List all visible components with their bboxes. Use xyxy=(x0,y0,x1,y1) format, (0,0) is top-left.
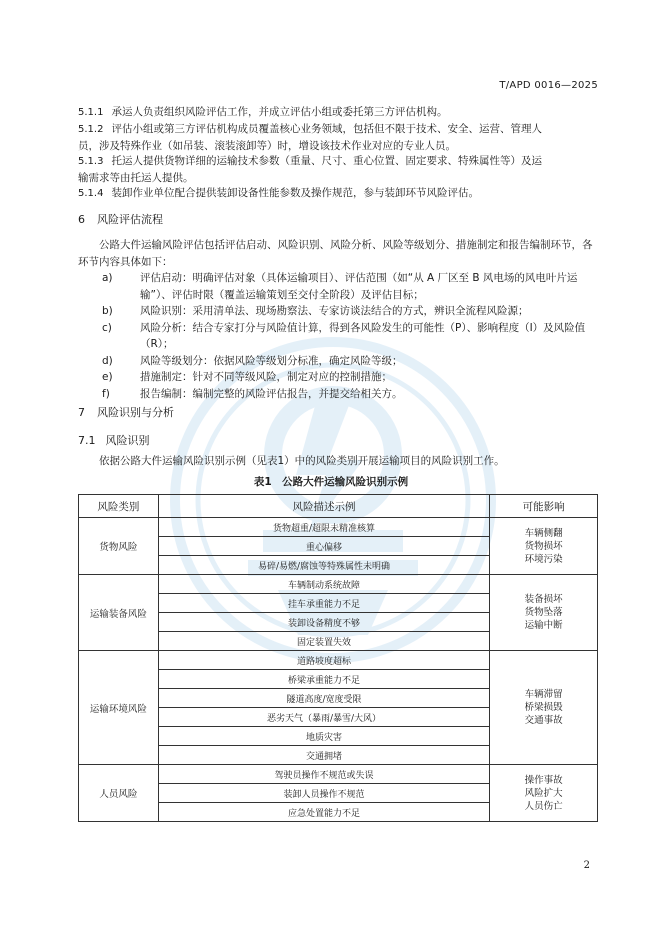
risk-description-cell: 隧道高度/宽度受限 xyxy=(158,689,489,708)
impact-line: 运输中断 xyxy=(524,620,563,631)
impact-line: 货物坠落 xyxy=(524,607,563,618)
list-marker: b) xyxy=(102,305,113,317)
list-text: 风险识别：采用清单法、现场勘察法、专家访谈法结合的方式，辨识全流程风险源； xyxy=(140,305,529,317)
impact-line: 车辆侧翻 xyxy=(524,527,563,539)
section-title: 风险识别与分析 xyxy=(97,406,174,419)
table-row xyxy=(79,518,598,537)
table-row xyxy=(79,765,598,784)
list-item xyxy=(78,369,600,386)
header-category: 风险类别 xyxy=(79,495,159,518)
risk-description-cell: 易碎/易燃/腐蚀等特殊属性未明确 xyxy=(158,556,489,575)
risk-description-cell: 车辆制动系统故障 xyxy=(158,575,489,594)
risk-description-cell: 交通拥堵 xyxy=(158,746,489,765)
risk-description-cell: 地质灾害 xyxy=(158,727,489,746)
risk-impact-cell xyxy=(490,651,598,765)
section-title: 风险识别 xyxy=(105,434,150,447)
clause-text-continued: 输需求等由托运人提供。 xyxy=(78,172,194,184)
list-item xyxy=(78,353,600,370)
list-item xyxy=(78,270,600,303)
risk-description-cell: 挂车承重能力不足 xyxy=(158,594,489,613)
list-text: 风险等级划分：依据风险等级划分标准，确定风险等级； xyxy=(140,354,403,367)
risk-category-cell: 运输装备风险 xyxy=(79,575,159,651)
table-row xyxy=(79,575,598,594)
clause-number: 5.1.4 xyxy=(78,188,104,199)
clause-text: 评估小组或第三方评估机构成员覆盖核心业务领域，包括但不限于技术、安全、运营、管理人 xyxy=(111,123,542,135)
page-number: 2 xyxy=(583,860,590,871)
impact-line: 车辆滞留 xyxy=(524,689,563,700)
clause-number: 5.1.3 xyxy=(78,156,104,167)
risk-category-cell: 运输环境风险 xyxy=(79,651,159,765)
risk-category-cell: 人员风险 xyxy=(79,765,159,822)
risk-description-cell: 固定装置失效 xyxy=(158,632,489,651)
table-row xyxy=(79,651,598,670)
impact-line: 人员伤亡 xyxy=(524,800,563,812)
risk-table xyxy=(78,494,598,822)
clause-5-1-4 xyxy=(78,185,598,202)
risk-impact-cell xyxy=(490,518,598,575)
clause-text-continued: 员，涉及特殊作业（如吊装、滚装滚卸等）时，增设该技术作业对应的专业人员。 xyxy=(78,140,456,152)
section-7-1-intro: 依据公路大件运输风险识别示例（见表1）中的风险类别开展运输项目的风险识别工作。 xyxy=(99,455,505,467)
clause-number: 5.1.2 xyxy=(78,124,104,135)
risk-description-cell: 驾驶员操作不规范或失误 xyxy=(158,765,489,784)
clause-5-1-3 xyxy=(78,153,598,186)
risk-impact-cell xyxy=(490,575,598,651)
risk-description-cell: 道路坡度超标 xyxy=(158,651,489,670)
table-header-row xyxy=(79,495,598,518)
clause-5-1-2 xyxy=(78,121,598,154)
impact-line: 货物损坏 xyxy=(524,540,563,552)
list-text: 报告编制：编制完整的风险评估报告，并提交给相关方。 xyxy=(140,387,403,400)
clause-text: 承运人负责组织风险评估工作，并成立评估小组或委托第三方评估机构。 xyxy=(111,106,448,118)
list-item xyxy=(78,386,600,403)
risk-description-cell: 重心偏移 xyxy=(158,537,489,556)
impact-line: 装备损坏 xyxy=(524,594,563,605)
risk-description-cell: 桥梁承重能力不足 xyxy=(158,670,489,689)
clause-number: 5.1.1 xyxy=(78,107,104,118)
list-marker: d) xyxy=(102,354,113,367)
section-number: 7 xyxy=(78,406,85,419)
clause-text: 装卸作业单位配合提供装卸设备性能参数及操作规范，参与装卸环节风险评估。 xyxy=(111,187,479,199)
list-text: 风险分析：结合专家打分与风险值计算，得到各风险发生的可能性（P）、影响程度（I）及风险值（R）； xyxy=(140,321,586,350)
impact-line: 操作事故 xyxy=(524,774,563,786)
section-6-list xyxy=(78,270,600,402)
section-number: 6 xyxy=(78,213,85,226)
table-caption: 表1 公路大件运输风险识别示例 xyxy=(253,476,409,488)
list-marker: a) xyxy=(102,272,113,284)
list-marker: f) xyxy=(102,387,110,400)
risk-description-cell: 恶劣天气（暴雨/暴雪/大风） xyxy=(158,708,489,727)
list-item xyxy=(78,320,600,353)
section-7-1-heading xyxy=(78,432,150,448)
list-marker: e) xyxy=(102,371,113,383)
list-item xyxy=(78,303,600,320)
impact-line: 桥梁损毁 xyxy=(524,702,563,713)
list-marker: c) xyxy=(102,321,112,334)
risk-impact-cell xyxy=(490,765,598,822)
clause-5-1-1 xyxy=(78,104,598,121)
section-7-heading xyxy=(78,404,174,420)
section-number: 7.1 xyxy=(78,434,96,447)
risk-description-cell: 货物超重/超限未精准核算 xyxy=(158,518,489,537)
document-code: T/APD 0016—2025 xyxy=(499,80,598,91)
impact-line: 环境污染 xyxy=(524,553,563,565)
header-impact: 可能影响 xyxy=(490,495,598,518)
section-6-intro: 公路大件运输风险评估包括评估启动、风险识别、风险分析、风险等级划分、措施制定和报告编制环节，各环节内容具体如下： xyxy=(78,239,593,268)
risk-description-cell: 装卸设备精度不够 xyxy=(158,613,489,632)
header-description: 风险描述示例 xyxy=(158,495,489,518)
list-text: 评估启动：明确评估对象（具体运输项目）、评估范围（如“从 A 厂区至 B 风电场的风电叶片运输”）、评估时限（覆盖运输策划至交付全阶段）及评估目标； xyxy=(140,272,578,301)
risk-category-cell: 货物风险 xyxy=(79,518,159,575)
section-title: 风险评估流程 xyxy=(97,213,163,226)
risk-description-cell: 装卸人员操作不规范 xyxy=(158,784,489,803)
list-text: 措施制定：针对不同等级风险，制定对应的控制措施； xyxy=(140,371,392,383)
risk-description-cell: 应急处置能力不足 xyxy=(158,803,489,822)
section-6-heading xyxy=(78,211,163,227)
clause-text: 托运人提供货物详细的运输技术参数（重量、尺寸、重心位置、固定要求、特殊属性等）及运 xyxy=(111,155,542,167)
impact-line: 交通事故 xyxy=(524,715,563,726)
impact-line: 风险扩大 xyxy=(524,787,563,799)
